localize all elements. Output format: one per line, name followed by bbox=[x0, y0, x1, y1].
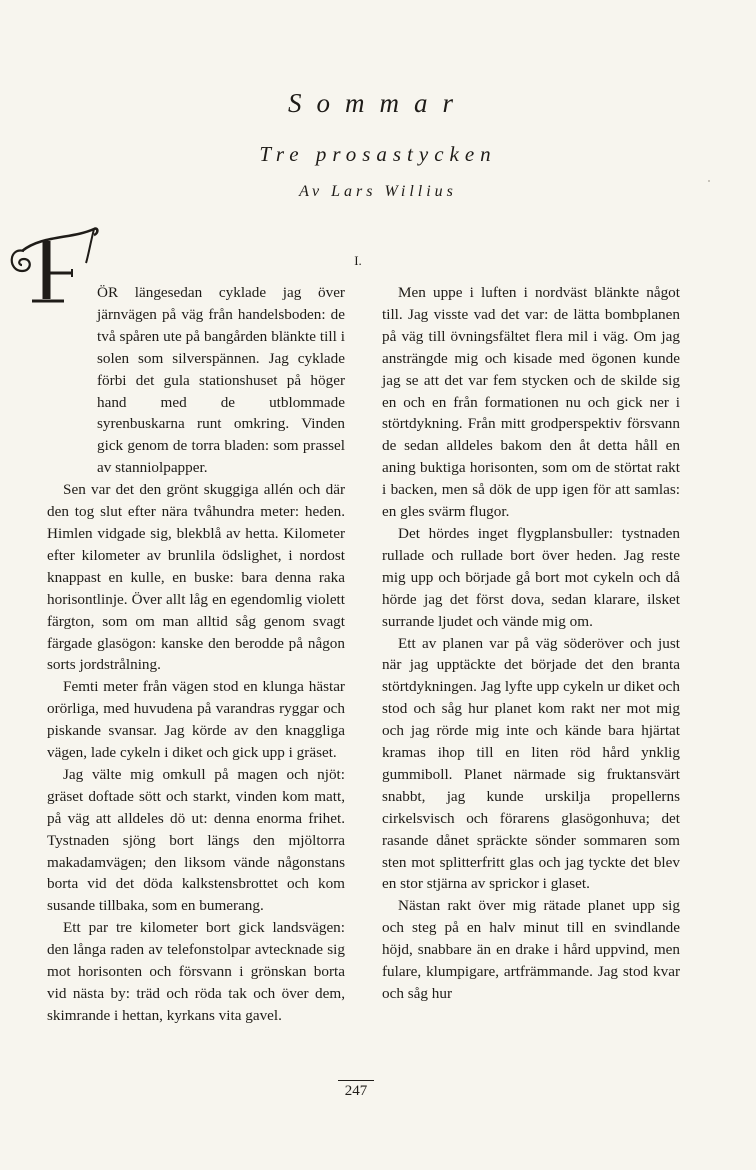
page-number: 247 bbox=[344, 1083, 368, 1099]
paragraph: Ett par tre kilometer bort gick landsvägen: den långa raden av telefonstolpar avtecknade sig mot horisonten och försvann i grönskan borta vid nästa by: träd och röda tak och över dem, skimrande i hettan, kyrkans vita gavel. bbox=[47, 919, 345, 1024]
paragraph: Jag vältе mig omkull på magen och njöt: gräset doftade sött och starkt, vinden kom matt, på väg att alldeles dö ut: denna enorma frihet. Tystnaden sjöng bort längs den mjöltorra makadamvägen; den liksom vände någonstans borta vid det döda kalkstensbrottet och kom susande tillbaka, som en bumerang. bbox=[47, 765, 345, 915]
paper-speck bbox=[708, 180, 710, 182]
right-column bbox=[382, 282, 680, 1005]
paragraph: Det hördes inget flygplansbuller: tystnaden rullade och rullade bort över heden. Jag reste mig upp och började gå bort mot cykeln och då hörde jag det först dova, sedan klarare, ilsket surrande ljudet och vände mig om. bbox=[382, 524, 680, 630]
paragraph: Nästan rakt över mig rätade planet upp sig och steg på en halv minut till en svindlande höjd, snabbare än en drake i hård uppvind, men fulare, klumpigare, artfrämmande. Jag stod kvar och såg hur bbox=[382, 897, 680, 1002]
folio-rule bbox=[338, 1080, 374, 1081]
paragraph: Femti meter från vägen stod en klunga hästar orörliga, med huvudena på varandras ryggar och piskande svansar. Jag körde av den knaggliga vägen, lade cykeln i diket och gick upp i gräset. bbox=[47, 678, 345, 762]
byline: Av Lars Willius bbox=[299, 183, 457, 200]
section-number: I. bbox=[354, 253, 362, 268]
paragraph: Sen var det den grönt skuggiga allén och där den tog slut efter nära tvåhundra meter: heden. Himlen vidgade sig, blekblå av hetta. Kilometer efter kilometer av brunlila ödslighet, i nordost knappast en kulle, en buske: bara denna raka horisontlinje. Över allt låg en egendomlig violett färgton, som om man alltid såg genom svagt färgade glasögon: kanske den berodde på någon sorts jordstrålning. bbox=[47, 481, 345, 674]
left-column bbox=[47, 282, 345, 1027]
paragraph: ÖR längesedan cyklade jag över järnvägen på väg från handelsboden: de två spåren ute på bangården blänkte till i solen som silverspännen. Jag cyklade förbi det gula stationshuset på höger hand med de utblommade syrenbuskarna runt omkring. Vinden gick genom de torra bladen: som prassel av stanniolpapper. bbox=[97, 284, 345, 477]
paragraph: Ett av planen var på väg söderöver och just när jag upptäckte det började det den branta störtdykningen. Jag lyfte upp cykeln ur diket och stod och såg hur planet kom rakt ner mot mig och jag rörde mig inte och kände bara hjärtat kramas ihop till en liten röd hård ynklig gummiboll. Planet närmade sig fruktansvärt snabbt, jag kunde urskilja propellerns cirkelsvisch och förarens glasögonhuva; det rasande dånet spräckte sönder sommaren som sten mot splitterfritt glas och jag tyckte det blev en stor stjärna av sprickor i glaset. bbox=[382, 634, 680, 893]
paragraph: Men uppe i luften i nordväst blänkte något till. Jag visste vad det var: de lätta bombplanen på väg till övningsfältet flera mil i väg. Om jag ansträngde mig och kisade med ögonen kunde jag se att det var fem stycken och de skilde sig en och en från formationen nu och gick ner i störtdykning. Från mitt grodperspektiv försvann de sedan alldeles bakom den åt detta håll en aning buktiga horisonten, som om de störtat rakt i backen, men så dök de upp igen för att samlas: en gles svärm flugor. bbox=[382, 284, 680, 521]
drop-cap-letter: F bbox=[2, 217, 3, 218]
article-title: Sommar bbox=[287, 88, 468, 118]
article-subtitle: Tre prosastycken bbox=[259, 142, 497, 166]
